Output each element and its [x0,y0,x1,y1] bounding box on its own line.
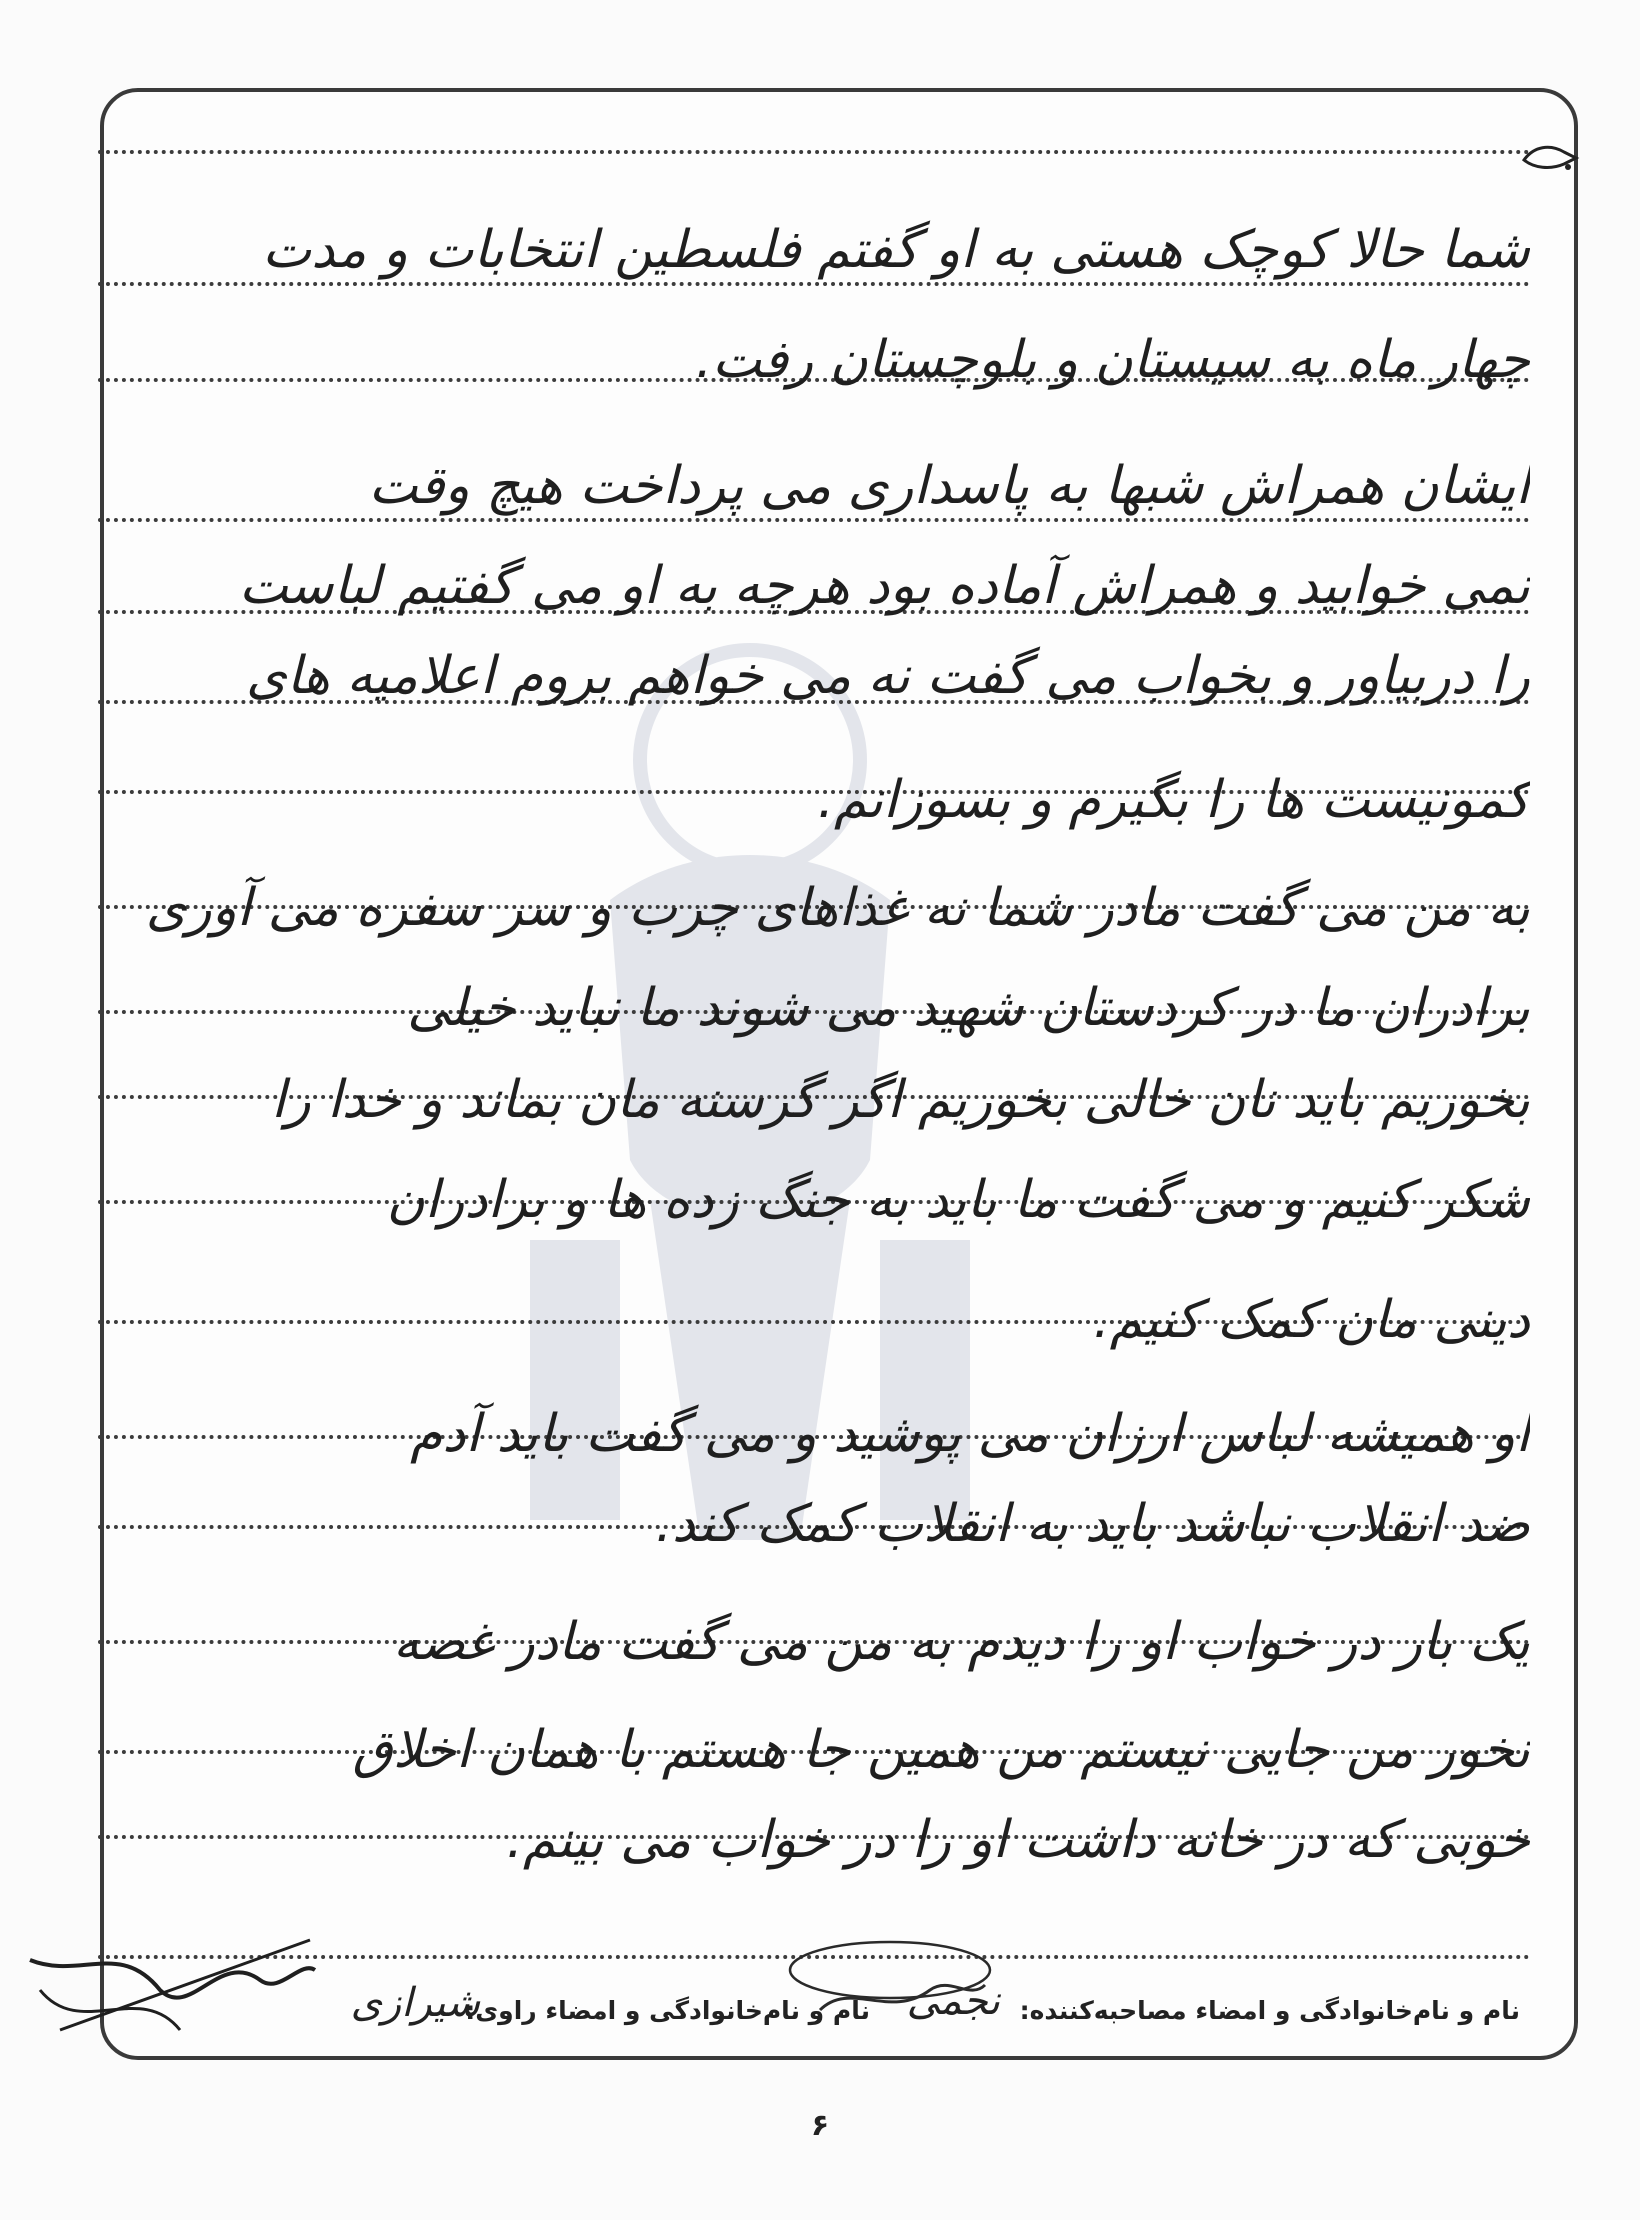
handwritten-line: را دربیاور و بخواب می گفت نه می خواهم بروم اعلامیه های [245,646,1530,706]
handwritten-line: برادران ما در کردستان شهید می شوند ما نباید خیلی [407,978,1530,1038]
signature-footer [120,1978,1520,2038]
interviewer-signature: نجمی [906,1978,1000,2024]
handwritten-line: دینی مان کمک کنیم. [1093,1290,1530,1350]
pen-icon [1520,140,1580,174]
handwritten-line: به من می گفت مادر شما نه غذاهای چرب و سر سفره می آوری [145,878,1530,938]
handwritten-line: شکر کنیم و می گفت ما باید به جنگ زده ها و برادران [386,1170,1530,1230]
handwritten-line: نمی خوابید و همراش آماده بود هرچه به او می گفتیم لباست [238,556,1530,616]
page-number: ۶ [810,2108,830,2143]
narrator-label: نام و نام‌خانوادگی و امضاء راوی: [465,1996,870,2025]
handwritten-line: شما حالا کوچک هستی به او گفتم فلسطین انتخابات و مدت [262,220,1530,280]
narrator-signature: شیرازی [350,1980,480,2026]
handwritten-line: چهار ماه به سیستان و بلوچستان رفت. [695,330,1530,390]
handwritten-line: بخوریم باید نان خالی بخوریم اگر گرسنه مان بماند و خدا را [271,1070,1530,1130]
interviewer-label: نام و نام‌خانوادگی و امضاء مصاحبه‌کننده: [1019,1996,1520,2025]
ruled-line [98,150,1530,154]
handwritten-line: او همیشه لباس ارزان می پوشید و می گفت باید آدم [410,1404,1530,1464]
handwritten-line: کمونیست ها را بگیرم و بسوزانم. [817,770,1530,830]
handwritten-line: یک بار در خواب او را دیدم به من می گفت مادر غصه [393,1612,1530,1672]
handwritten-line: ایشان همراش شبها به پاسداری می پرداخت هیچ وقت [368,456,1530,516]
handwritten-line: ضد انقلاب نباشد باید به انقلاب کمک کند. [655,1494,1530,1554]
handwritten-line: خوبی که در خانه داشت او را در خواب می بینم. [506,1810,1530,1870]
handwritten-line: نخور من جایی نیستم من همین جا هستم با همان اخلاق [352,1720,1530,1780]
